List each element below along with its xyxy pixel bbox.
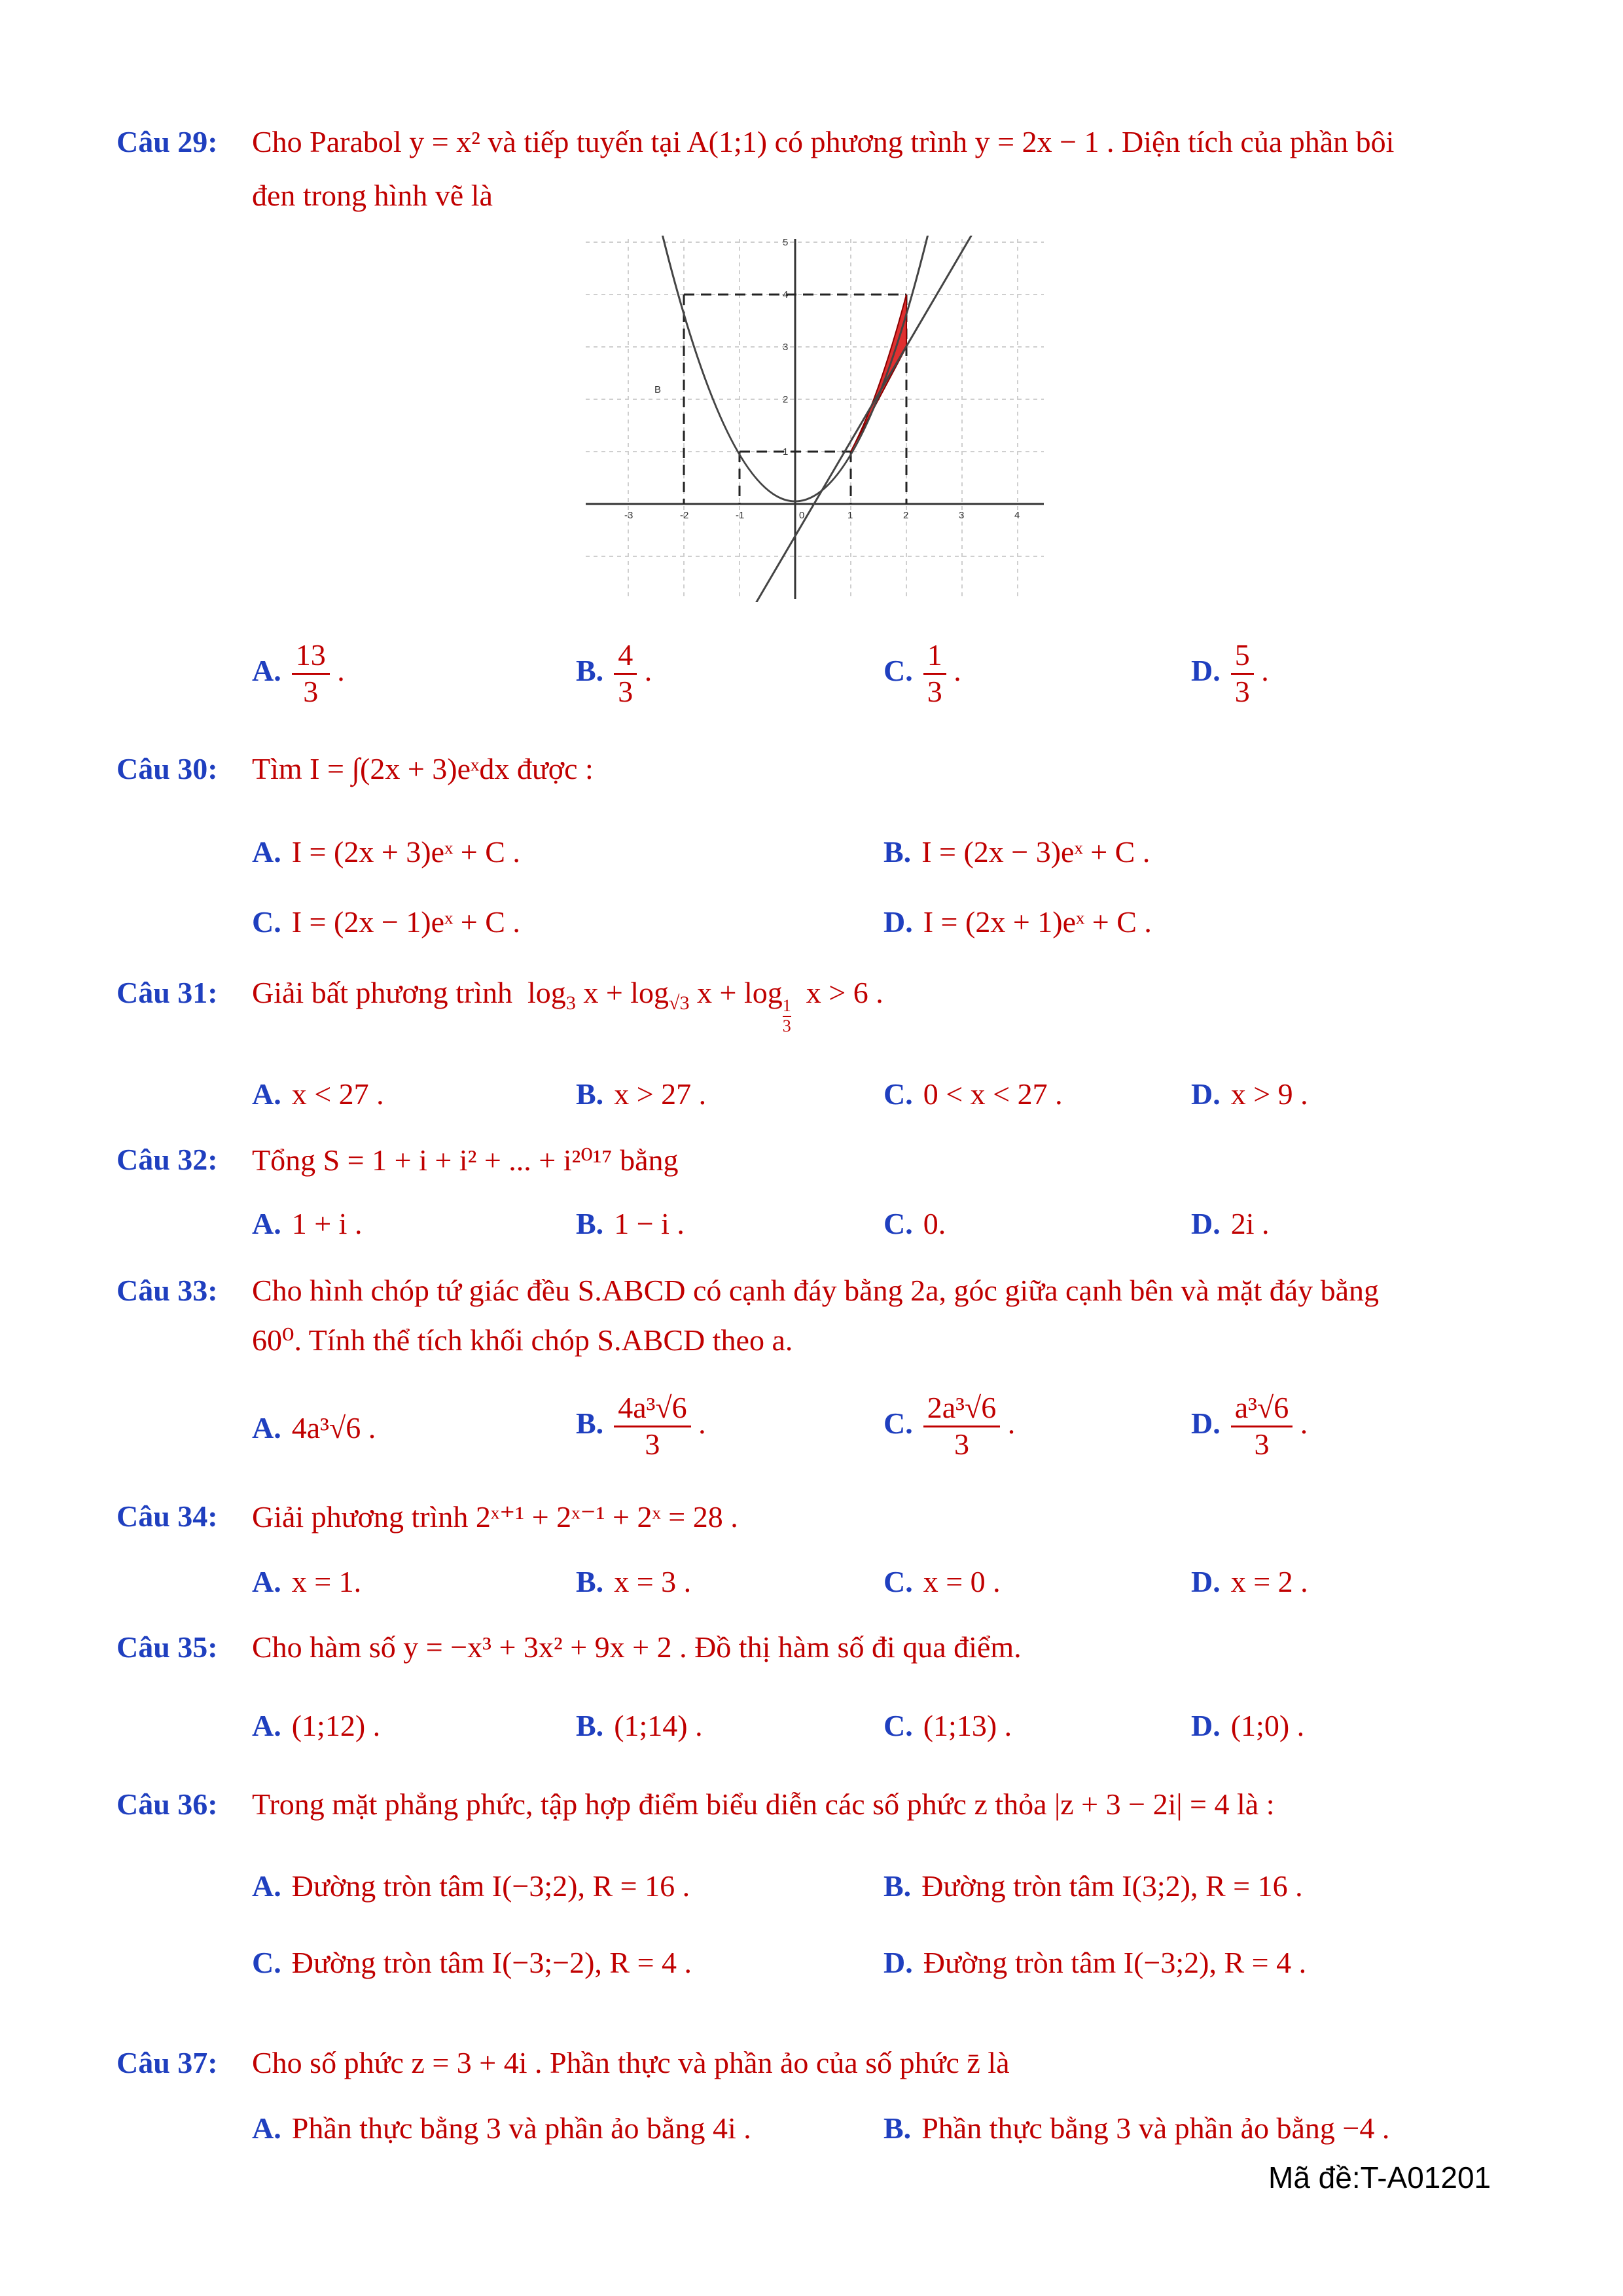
option-fraction: $\frac{13}{3}$ [292, 638, 330, 709]
option-fraction: $\frac{1}{3}$ [923, 638, 946, 709]
option-label: B. [576, 653, 604, 687]
exam-code: Mã đề:T-A01201 [1268, 2161, 1491, 2195]
q29-option-b[interactable]: B. $\frac{4}{3}$ . [576, 638, 652, 708]
q34-option-a[interactable]: A. x = 1. [252, 1565, 362, 1598]
q29-option-d[interactable]: D. $\frac{5}{3}$ . [1191, 638, 1269, 708]
q29-graph [582, 236, 1047, 602]
q31-option-c[interactable]: C. 0 < x < 27 . [883, 1077, 1063, 1111]
option-fraction: $\frac{5}{3}$ [1231, 638, 1254, 709]
q29-label: Câu 29: [116, 125, 218, 158]
q35-option-a[interactable]: A. (1;12) . [252, 1709, 381, 1742]
graph-grid [586, 239, 1044, 599]
q37-option-a[interactable]: A. Phần thực bằng 3 và phần ảo bằng 4i . [252, 2111, 751, 2145]
y-tick: 2 [783, 394, 789, 405]
q30-option-a[interactable]: A. I = (2x + 3)eˣ + C . [252, 835, 520, 869]
option-label: A. [252, 653, 281, 687]
q37-label: Câu 37: [116, 2046, 218, 2079]
q36-stem: Trong mặt phẳng phức, tập hợp điểm biểu diễn các số phức z thỏa |z + 3 − 2i| = 4 là : [252, 1787, 1275, 1821]
q35-label: Câu 35: [116, 1630, 218, 1664]
q30-option-c[interactable]: C. I = (2x − 1)eˣ + C . [252, 905, 520, 939]
q33-stem-line2: 60⁰. Tính thể tích khối chóp S.ABCD theo a. [252, 1323, 793, 1357]
q33-option-a[interactable]: A. 4a³√6 . [252, 1411, 376, 1444]
q35-option-d[interactable]: D. (1;0) . [1191, 1709, 1305, 1742]
q30-label: Câu 30: [116, 752, 218, 785]
q33-stem-line1: Cho hình chóp tứ giác đều S.ABCD có cạnh đáy bằng 2a, góc giữa cạnh bên và mặt đáy bằng [252, 1274, 1380, 1307]
x-tick: 1 [847, 510, 853, 521]
q32-option-c[interactable]: C. 0. [883, 1207, 946, 1240]
side-label: B [654, 384, 662, 395]
q32-option-a[interactable]: A. 1 + i . [252, 1207, 363, 1240]
q33-option-d[interactable]: D. $\frac{\text{a³√6}}{3}$ . [1191, 1391, 1308, 1461]
q34-label: Câu 34: [116, 1499, 218, 1533]
q29-option-c[interactable]: C. $\frac{1}{3}$ . [883, 638, 961, 708]
q30-stem: Tìm I = ∫(2x + 3)eˣdx được : [252, 752, 594, 785]
q35-option-b[interactable]: B. (1;14) . [576, 1709, 703, 1742]
q29-stem-line2: đen trong hình vẽ là [252, 179, 493, 212]
q30-option-b[interactable]: B. I = (2x − 3)eˣ + C . [883, 835, 1150, 869]
q33-option-b[interactable]: B. $\frac{\text{4a³√6}}{3}$ . [576, 1391, 706, 1461]
q36-option-a[interactable]: A. Đường tròn tâm I(−3;2), R = 16 . [252, 1869, 690, 1903]
q33-label: Câu 33: [116, 1274, 218, 1307]
q32-label: Câu 32: [116, 1143, 218, 1176]
y-tick: 1 [783, 446, 789, 457]
x-tick: 4 [1014, 510, 1020, 521]
q31-stem: Giải bất phương trình $\log_3 x + \log_{√3} x + \log$ $\frac{1}{3}$ x > 6 . [252, 976, 883, 1035]
q36-option-c[interactable]: C. Đường tròn tâm I(−3;−2), R = 4 . [252, 1946, 692, 1979]
y-tick: 5 [783, 237, 789, 248]
q36-option-b[interactable]: B. Đường tròn tâm I(3;2), R = 16 . [883, 1869, 1303, 1903]
x-tick: -1 [736, 510, 745, 521]
q32-option-d[interactable]: D. 2i . [1191, 1207, 1270, 1240]
x-tick: 0 [799, 510, 805, 521]
q35-stem: Cho hàm số y = −x³ + 3x² + 9x + 2 . Đồ thị hàm số đi qua điểm. [252, 1630, 1022, 1664]
q34-option-c[interactable]: C. x = 0 . [883, 1565, 1001, 1598]
q36-option-d[interactable]: D. Đường tròn tâm I(−3;2), R = 4 . [883, 1946, 1307, 1979]
q29-stem-line1: Cho Parabol y = x² và tiếp tuyến tại A(1;1) có phương trình y = 2x − 1 . Diện tích của phần bôi [252, 125, 1395, 158]
q31-option-a[interactable]: A. x < 27 . [252, 1077, 384, 1111]
option-label: C. [883, 653, 913, 687]
q32-stem: Tổng S = 1 + i + i² + ... + i²⁰¹⁷ bằng [252, 1143, 679, 1177]
option-fraction: $\frac{4}{3}$ [614, 638, 637, 709]
option-label: D. [1191, 653, 1221, 687]
x-tick: -2 [680, 510, 689, 521]
q34-stem: Giải phương trình 2ˣ⁺¹ + 2ˣ⁻¹ + 2ˣ = 28 . [252, 1500, 738, 1534]
x-tick: -3 [624, 510, 633, 521]
y-tick: 4 [783, 289, 789, 300]
q31-label: Câu 31: [116, 976, 218, 1009]
q36-label: Câu 36: [116, 1787, 218, 1821]
q31-option-b[interactable]: B. x > 27 . [576, 1077, 707, 1111]
y-tick: 3 [783, 342, 789, 353]
q34-option-d[interactable]: D. x = 2 . [1191, 1565, 1308, 1598]
x-tick: 3 [959, 510, 965, 521]
q37-option-b[interactable]: B. Phần thực bằng 3 và phần ảo bằng −4 . [883, 2111, 1390, 2145]
q35-option-c[interactable]: C. (1;13) . [883, 1709, 1012, 1742]
q33-option-c[interactable]: C. $\frac{\text{2a³√6}}{3}$ . [883, 1391, 1016, 1461]
q37-stem: Cho số phức z = 3 + 4i . Phần thực và phần ảo của số phức z̄ là [252, 2046, 1010, 2079]
q32-option-b[interactable]: B. 1 − i . [576, 1207, 685, 1240]
x-tick: 2 [903, 510, 909, 521]
q34-option-b[interactable]: B. x = 3 . [576, 1565, 692, 1598]
q29-option-a[interactable]: A. $\frac{13}{3}$ . [252, 638, 345, 708]
q30-option-d[interactable]: D. I = (2x + 1)eˣ + C . [883, 905, 1152, 939]
q31-option-d[interactable]: D. x > 9 . [1191, 1077, 1308, 1111]
